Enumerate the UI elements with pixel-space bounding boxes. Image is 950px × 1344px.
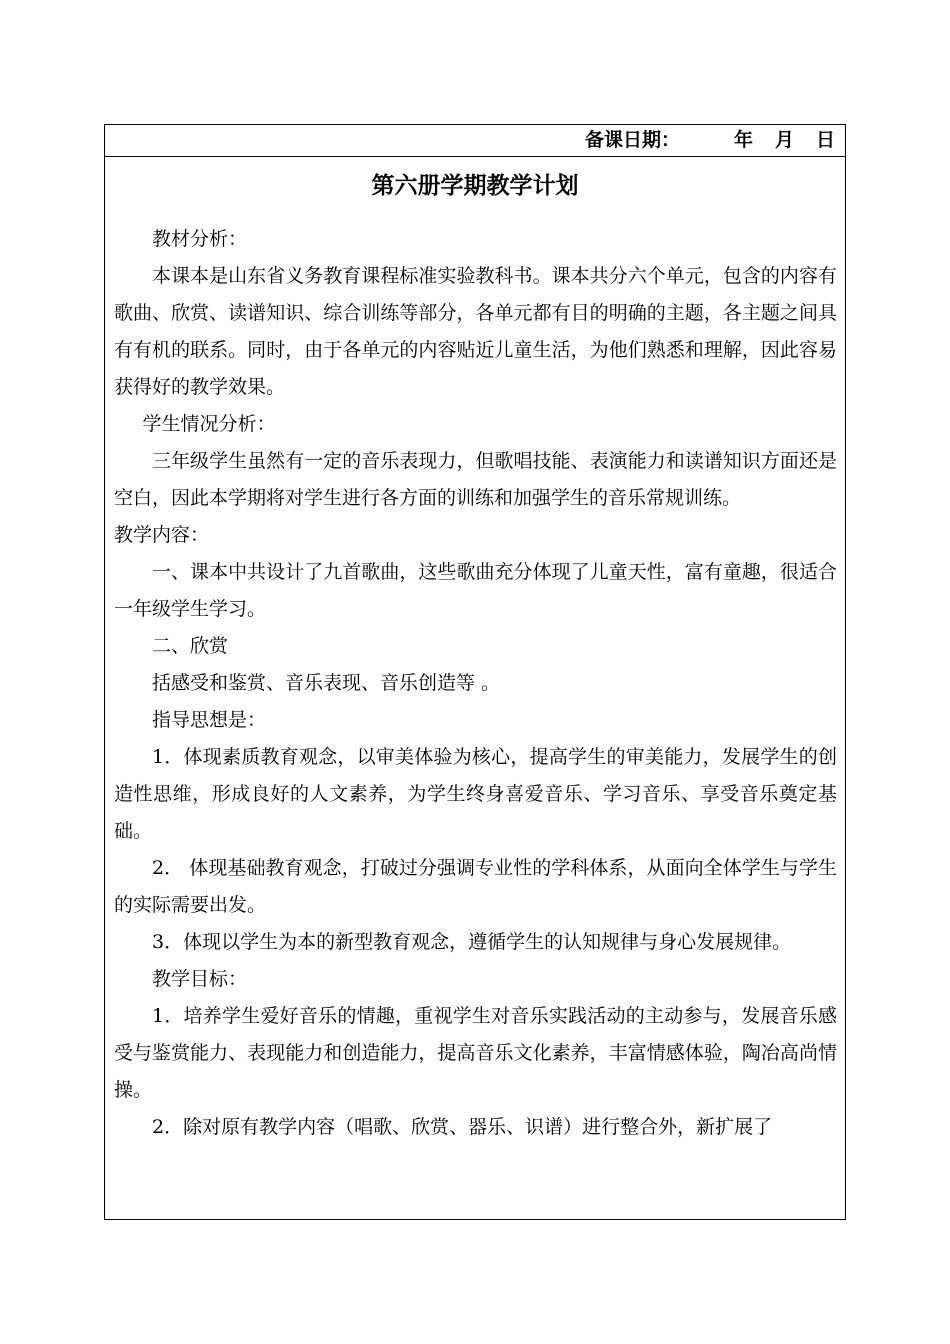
paragraph-content-appreciation: 二、欣赏 — [152, 635, 229, 657]
month-label: 月 — [774, 129, 794, 151]
paragraph-guiding-3: 3．体现以学生为本的新型教育观念，遵循学生的认知规律与身心发展规律。 — [152, 931, 792, 953]
day-label: 日 — [815, 129, 835, 151]
paragraph-students: 三年级学生虽然有一定的音乐表现力，但歌唱技能、表演能力和读谱知识方面还是空白，因此本学期将对学生进行各方面的训练和加强学生的音乐常规训练。 — [114, 450, 837, 509]
paragraph-goal-2: 2．除对原有教学内容（唱歌、欣赏、器乐、识谱）进行整合外，新扩展了 — [152, 1116, 773, 1138]
paragraph-guiding-2: 2． 体现基础教育观念，打破过分强调专业性的学科体系，从面向全体学生与学生的实际需要出发。 — [114, 857, 837, 916]
section-heading-goals: 教学目标： — [152, 968, 248, 990]
prep-date-line — [105, 125, 845, 157]
prep-date-label: 备课日期： — [584, 129, 680, 151]
lesson-plan-table — [104, 124, 846, 1220]
section-heading-content: 教学内容： — [114, 524, 210, 546]
section-heading-students: 学生情况分析： — [142, 413, 276, 435]
paragraph-content-scope: 括感受和鉴赏、音乐表现、音乐创造等 。 — [152, 672, 501, 694]
paragraph-guiding-1: 1．体现素质教育观念，以审美体验为核心，提高学生的审美能力，发展学生的创造性思维，形成良好的人文素养，为学生终身喜爱音乐、学习音乐、享受音乐奠定基础。 — [114, 746, 837, 842]
page-title: 第六册学期教学计划 — [371, 173, 579, 199]
year-label: 年 — [733, 129, 753, 151]
paragraph-content-songs: 一、课本中共设计了九首歌曲，这些歌曲充分体现了儿童天性，富有童趣，很适合一年级学生学习。 — [114, 561, 837, 620]
section-heading-materials: 教材分析： — [152, 228, 248, 250]
section-heading-guiding: 指导思想是： — [152, 709, 267, 731]
paragraph-goal-1: 1．培养学生爱好音乐的情趣，重视学生对音乐实践活动的主动参与，发展音乐感受与鉴赏能力、表现能力和创造能力，提高音乐文化素养，丰富情感体验，陶冶高尚情操。 — [114, 1005, 837, 1101]
plan-body — [114, 221, 837, 1146]
paragraph-materials: 本课本是山东省义务教育课程标准实验教科书。课本共分六个单元，包含的内容有歌曲、欣赏、读谱知识、综合训练等部分，各单元都有目的明确的主题，各主题之间具有有机的联系。同时，由于各单元的内容贴近儿童生活，为他们熟悉和理解，因此容易获得好的教学效果。 — [114, 265, 837, 398]
